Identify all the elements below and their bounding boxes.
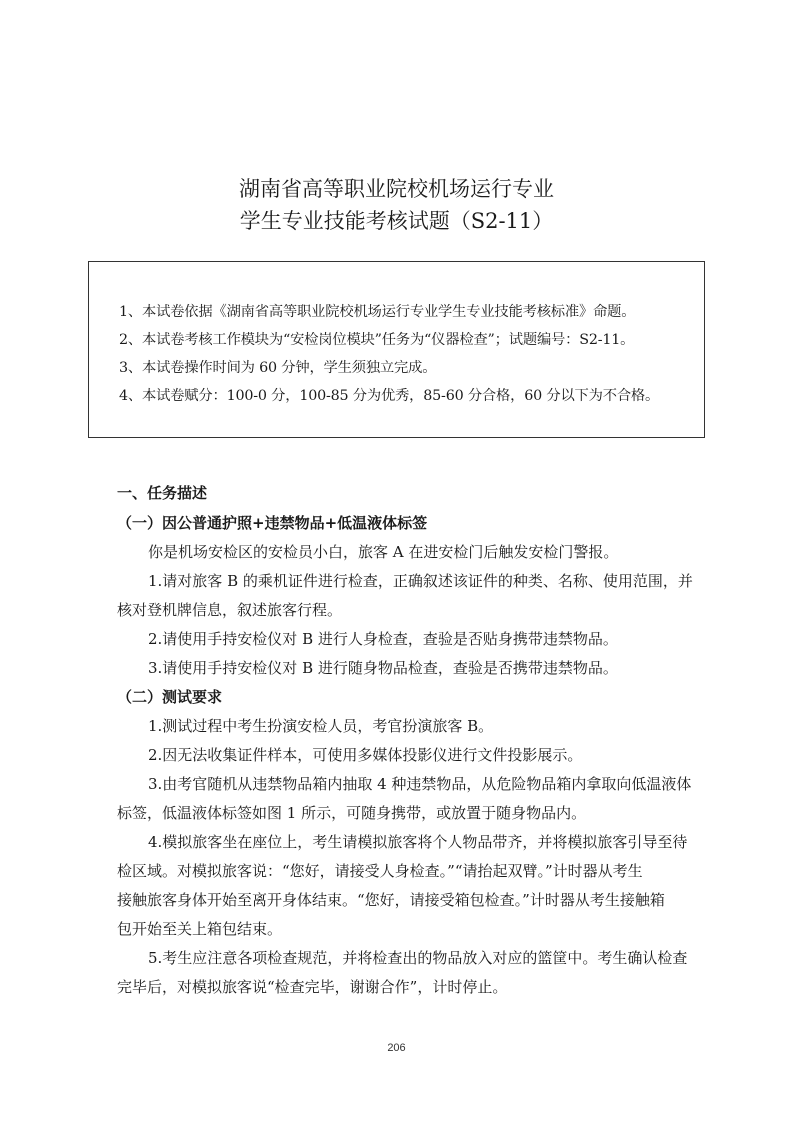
task-item-2: 2.请使用手持安检仪对 B 进行人身检查，查验是否贴身携带违禁物品。	[148, 630, 618, 648]
page-title-line1: 湖南省高等职业院校机场运行专业	[239, 177, 554, 201]
notice-box	[88, 261, 705, 438]
req-item-5-line2: 完毕后，对模拟旅客说“检查完毕，谢谢合作”，计时停止。	[117, 978, 508, 996]
notice-line-1: 1、本试卷依据《湖南省高等职业院校机场运行专业学生专业技能考核标准》命题。	[119, 304, 636, 320]
task-item-3: 3.请使用手持安检仪对 B 进行随身物品检查，查验是否携带违禁物品。	[148, 659, 618, 677]
subsection-heading-1: （一）因公普通护照+违禁物品+低温液体标签	[117, 514, 428, 532]
page-number: 206	[387, 1042, 406, 1054]
req-item-3-line2: 标签，低温液体标签如图 1 所示，可随身携带，或放置于随身物品内。	[117, 804, 587, 822]
section-heading-task: 一、任务描述	[117, 484, 208, 502]
notice-line-4: 4、本试卷赋分：100-0 分，100-85 分为优秀，85-60 分合格，60 分以下为不合格。	[119, 388, 660, 404]
task-item-1-line1: 1.请对旅客 B 的乘机证件进行检查，正确叙述该证件的种类、名称、使用范围，并	[148, 572, 693, 590]
req-item-5-line1: 5.考生应注意各项检查规范，并将检查出的物品放入对应的篮筐中。考生确认检查	[148, 949, 688, 967]
req-item-4-line4: 包开始至关上箱包结束。	[117, 920, 283, 938]
task-intro: 你是机场安检区的安检员小白，旅客 A 在进安检门后触发安检门警报。	[148, 543, 619, 561]
req-item-4-line3: 接触旅客身体开始至离开身体结束。“您好，请接受箱包检查。”计时器从考生接触箱	[117, 891, 665, 909]
task-item-1-line2: 核对登机牌信息，叙述旅客行程。	[117, 601, 343, 619]
notice-line-2: 2、本试卷考核工作模块为“安检岗位模块”任务为“仪器检查”；试题编号：S2-11。	[119, 332, 635, 348]
page-title-line2: 学生专业技能考核试题（S2-11）	[239, 209, 554, 233]
req-item-4-line1: 4.模拟旅客坐在座位上，考生请模拟旅客将个人物品带齐，并将模拟旅客引导至待	[148, 833, 688, 851]
req-item-4-line2: 检区域。对模拟旅客说：“您好，请接受人身检查。”“请抬起双臂。”计时器从考生	[117, 862, 643, 880]
req-item-3-line1: 3.由考官随机从违禁物品箱内抽取 4 种违禁物品，从危险物品箱内拿取向低温液体	[148, 775, 692, 793]
req-item-1: 1.测试过程中考生扮演安检人员，考官扮演旅客 B。	[148, 717, 494, 735]
subsection-heading-2: （二）测试要求	[117, 688, 223, 706]
req-item-2: 2.因无法收集证件样本，可使用多媒体投影仪进行文件投影展示。	[148, 746, 583, 764]
notice-line-3: 3、本试卷操作时间为 60 分钟，学生须独立完成。	[119, 360, 437, 376]
